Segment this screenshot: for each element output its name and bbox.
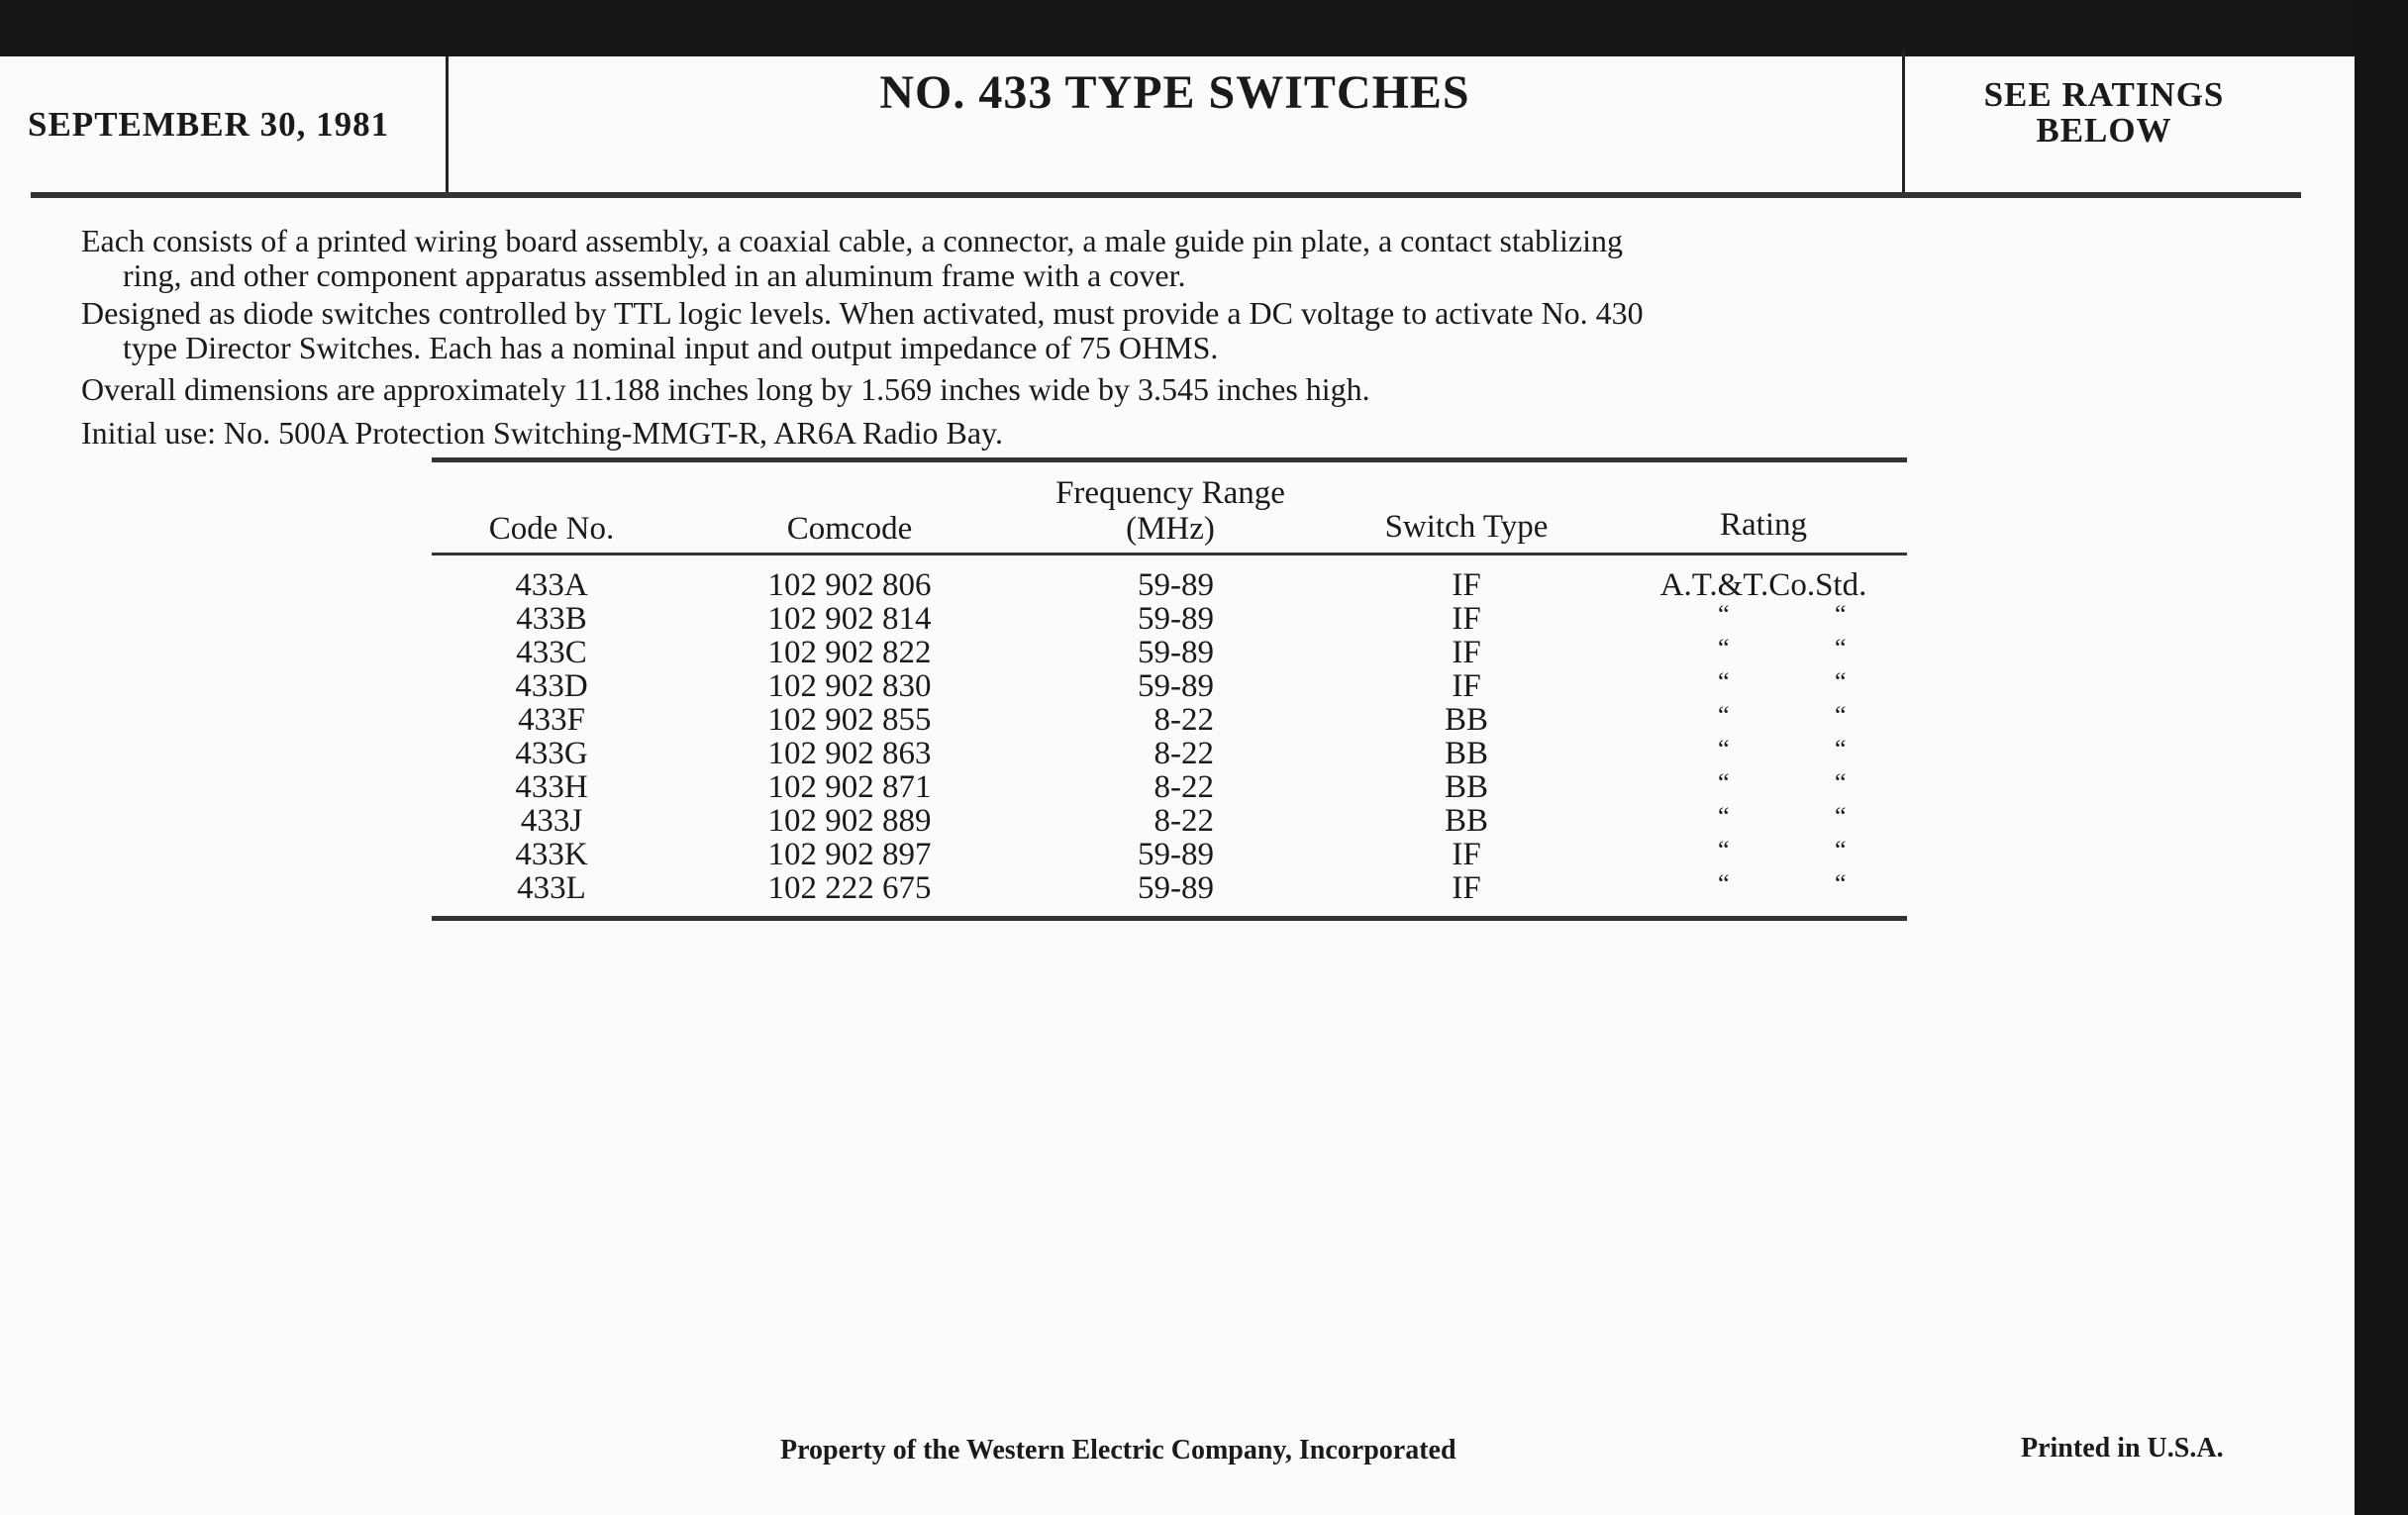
cell-switch-type: IF [1452,870,1481,906]
header-rule [31,192,2301,198]
cell-frequency: 59-89 [1138,870,1214,906]
cell-comcode: 102 902 863 [767,736,932,771]
table-bottom-rule [432,916,1907,921]
paragraph-line: Overall dimensions are approximately 11.188 inches long by 1.569 inches wide by 3.545 inches high. [81,371,1370,407]
table-top-rule [432,457,1907,462]
rating-note-line2: BELOW [2036,111,2172,150]
cell-switch-type: BB [1444,803,1489,839]
cell-frequency: 8-22 [1154,736,1214,771]
col-header-code: Code No. [488,511,615,547]
paragraph-line: Each consists of a printed wiring board assembly, a coaxial cable, a connector, a male guide pin plate, a contact stablizing [81,223,1623,258]
cell-code: 433L [517,870,586,906]
cell-rating: A.T.&T.Co.Std. [1659,567,1867,603]
cell-switch-type: IF [1452,837,1481,872]
col-header-frequency-line2: (MHz) [1126,511,1215,547]
cell-frequency: 59-89 [1138,837,1214,872]
scan-top-border [0,0,2408,56]
paragraph-line: ring, and other component apparatus assembled in an aluminum frame with a cover. [123,257,1186,293]
cell-switch-type: BB [1444,736,1489,771]
col-header-frequency-line1: Frequency Range [1055,475,1285,511]
cell-code: 433K [515,837,588,872]
cell-frequency: 59-89 [1138,668,1214,704]
paragraph-line: Designed as diode switches controlled by TTL logic levels. When activated, must provide a DC voltage to activate No. 430 [81,295,1644,331]
issue-date: SEPTEMBER 30, 1981 [28,105,390,144]
cell-comcode: 102 902 822 [767,635,932,670]
rating-note-line1: SEE RATINGS [1983,75,2225,114]
cell-rating-ditto: “ “ [1718,701,1847,730]
cell-switch-type: BB [1444,702,1489,738]
col-header-rating: Rating [1720,507,1807,543]
cell-rating-ditto: “ “ [1718,802,1847,831]
cell-rating-ditto: “ “ [1718,869,1847,898]
cell-frequency: 8-22 [1154,702,1214,738]
col-header-switch-type: Switch Type [1384,509,1549,545]
footer-printed: Printed in U.S.A. [2021,1433,2224,1464]
description-paragraph [81,224,2255,293]
rating-note [1906,77,2302,149]
cell-rating-ditto: “ “ [1718,634,1847,662]
dimensions-paragraph [81,372,2255,407]
scan-right-border [2355,0,2408,1515]
cell-switch-type: BB [1444,769,1489,805]
cell-code: 433F [518,702,585,738]
paragraph-line: Initial use: No. 500A Protection Switching-MMGT-R, AR6A Radio Bay. [81,415,1003,451]
cell-switch-type: IF [1452,635,1481,670]
cell-rating-ditto: “ “ [1718,735,1847,763]
description-paragraph [81,296,2255,365]
cell-code: 433D [515,668,588,704]
cell-comcode: 102 222 675 [767,870,932,906]
col-header-frequency [1022,475,1319,547]
col-header-comcode: Comcode [786,511,913,547]
table-header-rule [432,553,1907,556]
cell-frequency: 8-22 [1154,803,1214,839]
page-title: NO. 433 TYPE SWITCHES [879,66,1470,119]
cell-comcode: 102 902 814 [767,601,932,637]
cell-comcode: 102 902 871 [767,769,932,805]
cell-rating-ditto: “ “ [1718,768,1847,797]
cell-frequency: 59-89 [1138,601,1214,637]
cell-code: 433H [515,769,588,805]
cell-code: 433C [516,635,587,670]
cell-rating-ditto: “ “ [1718,836,1847,864]
cell-frequency: 59-89 [1138,567,1214,603]
cell-switch-type: IF [1452,668,1481,704]
footer-property: Property of the Western Electric Company, Incorporated [780,1435,1456,1465]
cell-comcode: 102 902 806 [767,567,932,603]
cell-frequency: 8-22 [1154,769,1214,805]
cell-comcode: 102 902 897 [767,837,932,872]
cell-switch-type: IF [1452,567,1481,603]
cell-code: 433B [516,601,587,637]
cell-code: 433G [515,736,588,771]
cell-switch-type: IF [1452,601,1481,637]
cell-comcode: 102 902 889 [767,803,932,839]
cell-code: 433A [515,567,588,603]
cell-code: 433J [520,803,583,839]
cell-frequency: 59-89 [1138,635,1214,670]
cell-comcode: 102 902 855 [767,702,932,738]
initial-use-paragraph [81,416,2255,451]
cell-comcode: 102 902 830 [767,668,932,704]
cell-rating-ditto: “ “ [1718,600,1847,629]
cell-rating-ditto: “ “ [1718,667,1847,696]
paragraph-line: type Director Switches. Each has a nominal input and output impedance of 75 OHMS. [123,330,1219,365]
